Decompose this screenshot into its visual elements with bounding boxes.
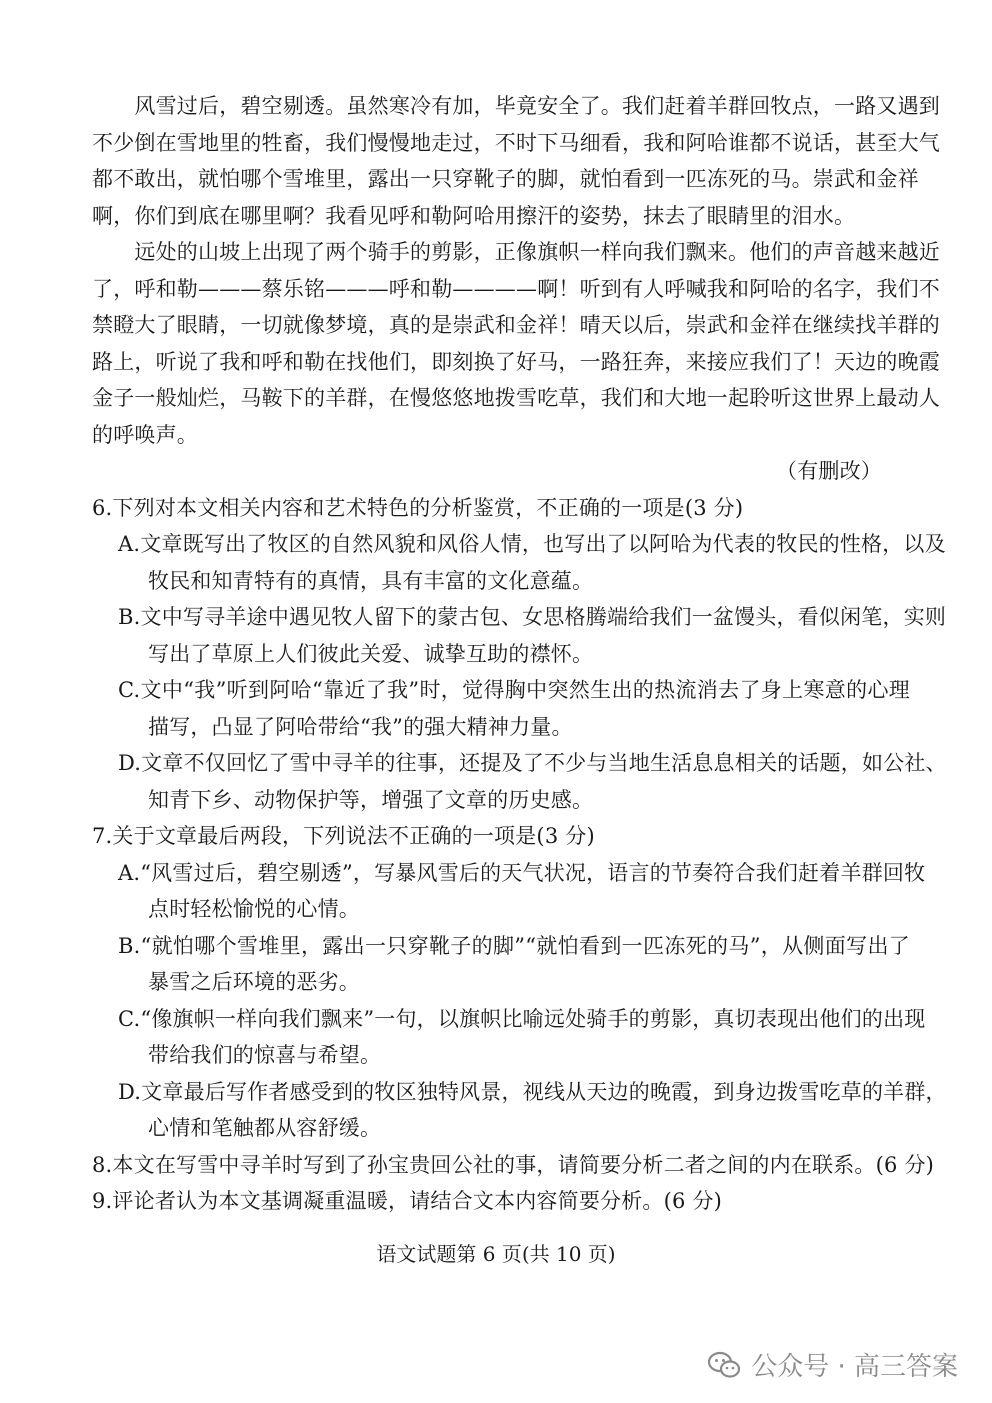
option-d-line2: 心情和笔触都从容舒缓。	[148, 1116, 382, 1140]
watermark	[707, 1346, 958, 1383]
option-c-line1: C.文中“我”听到阿哈“靠近了我”时，觉得胸中突然生出的热流消去了身上寒意的心理	[118, 678, 910, 702]
question-stem: 6.下列对本文相关内容和艺术特色的分析鉴赏，不正确的一项是(3 分)	[92, 496, 744, 520]
passage-line: 的呼唤声。	[92, 423, 198, 447]
page-footer: 语文试题第 6 页(共 10 页)	[376, 1242, 616, 1266]
question-stem: 7.关于文章最后两段，下列说法不正确的一项是(3 分)	[92, 824, 595, 848]
option-d-line2: 知青下乡、动物保护等，增强了文章的历史感。	[148, 788, 594, 812]
option-b-line2: 写出了草原上人们彼此关爱、诚挚互助的襟怀。	[148, 642, 594, 666]
option-b-line2: 暴雪之后环境的恶劣。	[148, 970, 360, 994]
option-a-line1: A.文章既写出了牧区的自然风貌和风俗人情，也写出了以阿哈为代表的牧民的性格，以及	[118, 532, 946, 556]
question-9: 9.评论者认为本文基调凝重温暖，请结合文本内容简要分析。(6 分)	[92, 1189, 723, 1213]
option-a-line2: 点时轻松愉悦的心情。	[148, 897, 360, 921]
question-8: 8.本文在写雪中寻羊时写到了孙宝贵回公社的事，请简要分析二者之间的内在联系。(6 分)	[92, 1153, 935, 1177]
option-a-line1: A.“风雪过后，碧空剔透”，写暴风雪后的天气状况，语言的节奏符合我们赶着羊群回牧	[118, 861, 926, 885]
passage-line: 禁瞪大了眼睛，一切就像梦境，真的是崇武和金祥！晴天以后，崇武和金祥在继续找羊群的	[92, 313, 940, 337]
wechat-icon	[707, 1350, 741, 1380]
watermark-text: 公众号 · 高三答案	[751, 1352, 958, 1382]
option-b-line1: B.文中写寻羊途中遇见牧人留下的蒙古包、女思格腾端给我们一盆馒头，看似闲笔，实则	[118, 605, 947, 629]
option-c-line2: 描写，凸显了阿哈带给“我”的强大精神力量。	[148, 715, 573, 739]
option-a-line2: 牧民和知青特有的真情，具有丰富的文化意蕴。	[148, 569, 594, 593]
passage-line: 都不敢出，就怕哪个雪堆里，露出一只穿靴子的脚，就怕看到一匹冻死的马。崇武和金祥	[92, 167, 919, 191]
option-b-line1: B.“就怕哪个雪堆里，露出一只穿靴子的脚”“就怕看到一匹冻死的马”，从侧面写出了	[118, 934, 910, 958]
passage-line: 不少倒在雪地里的牲畜，我们慢慢地走过，不时下马细看，我和阿哈谁都不说话，甚至大气	[92, 131, 940, 155]
passage-line: 了，呼和勒———蔡乐铭———呼和勒————啊！听到有人呼喊我和阿哈的名字，我们不	[92, 277, 940, 301]
passage-line: 金子一般灿烂，马鞍下的羊群，在慢悠悠地拨雪吃草，我们和大地一起聆听这世界上最动人	[92, 386, 940, 410]
passage-line: 啊，你们到底在哪里啊？我看见呼和勒阿哈用擦汗的姿势，抹去了眼睛里的泪水。	[92, 204, 856, 228]
passage-line: 远处的山坡上出现了两个骑手的剪影，正像旗帜一样向我们飘来。他们的声音越来越近	[92, 240, 940, 264]
option-c-line2: 带给我们的惊喜与希望。	[148, 1043, 382, 1067]
passage-line: 风雪过后，碧空剔透。虽然寒冷有加，毕竟安全了。我们赶着羊群回牧点，一路又遇到	[92, 94, 940, 118]
option-c-line1: C.“像旗帜一样向我们飘来”一句，以旗帜比喻远处骑手的剪影，真切表现出他们的出现	[118, 1007, 926, 1031]
passage-line: 路上，听说了我和呼和勒在找他们，即刻换了好马，一路狂奔，来接应我们了！天边的晚霞	[92, 350, 940, 374]
option-d-line1: D.文章最后写作者感受到的牧区独特风景，视线从天边的晚霞，到身边拨雪吃草的羊群，	[118, 1080, 947, 1104]
option-d-line1: D.文章不仅回忆了雪中寻羊的往事，还提及了不少与当地生活息息相关的话题，如公社、	[118, 751, 947, 775]
source-note: （有删改）	[776, 459, 882, 483]
